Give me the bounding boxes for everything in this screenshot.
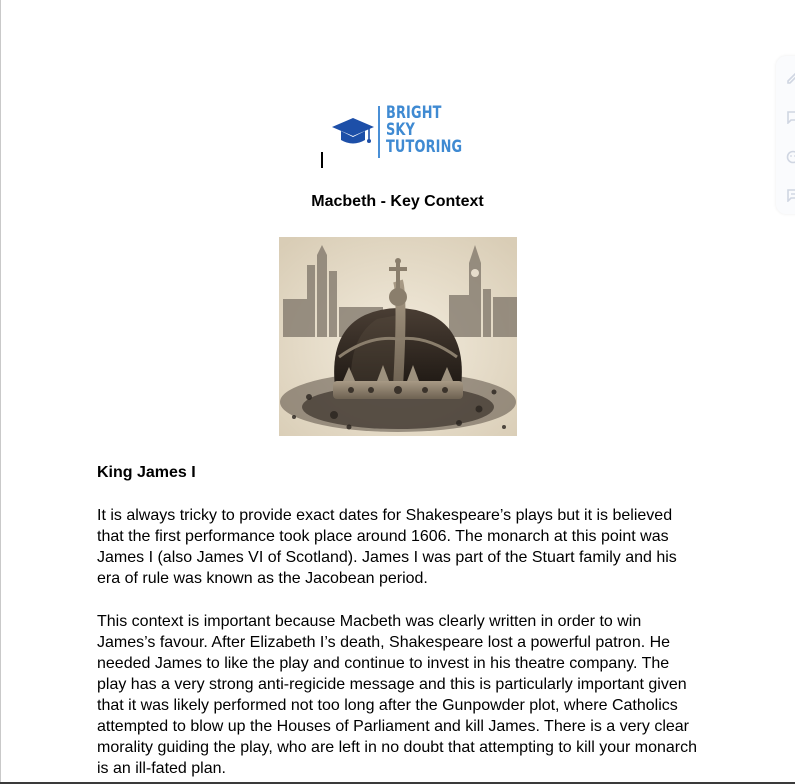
paragraph-line: James I (also James VI of Scotland). James I was part of the Stuart family and his — [97, 549, 677, 566]
paragraph-line: morality guiding the play, who are left in no doubt that attempting to kill your monarch — [97, 739, 698, 756]
crown-illustration — [279, 237, 517, 436]
page-left-edge — [0, 0, 1, 784]
document-title: Macbeth - Key Context — [311, 193, 484, 210]
edit-suggest-icon[interactable] — [786, 70, 795, 84]
logo-divider — [378, 106, 380, 158]
paragraph-line: that it was likely performed not too long after the Gunpowder plot, where Catholics — [97, 697, 678, 714]
section-heading: King James I — [97, 464, 196, 481]
paragraph-line: era of rule was known as the Jacobean period. — [97, 570, 428, 587]
text-cursor — [321, 152, 323, 168]
side-toolbar — [776, 56, 795, 214]
logo-line-3: TUTORING — [386, 137, 463, 156]
paragraph-line: attempted to blow up the Houses of Parliament and kill James. There is a very clear — [97, 718, 689, 735]
bright-sky-tutoring-logo — [331, 103, 471, 161]
paragraph-line: that the first performance took place around 1606. The monarch at this point was — [97, 528, 669, 545]
paragraph-line: is an ill-fated plan. — [97, 760, 226, 777]
logo-line-1: BRIGHT — [386, 103, 442, 122]
paragraph-1 — [97, 505, 717, 589]
paragraph-line: It is always tricky to provide exact dates for Shakespeare’s plays but it is believed — [97, 507, 673, 524]
paragraph-2 — [97, 611, 717, 779]
graduation-cap-icon — [331, 115, 375, 149]
paragraph-line: needed James to like the play and continue to invest in his theatre company. The — [97, 655, 670, 672]
emoji-icon[interactable] — [786, 150, 795, 164]
paragraph-line: This context is important because Macbeth was clearly written in order to win — [97, 613, 642, 630]
logo-wordmark — [386, 104, 462, 155]
paragraph-line: James’s favour. After Elizabeth I’s death, Shakespeare lost a powerful patron. He — [97, 634, 671, 651]
logo-line-2: SKY — [386, 120, 416, 139]
comment-icon[interactable] — [786, 110, 795, 124]
paragraph-line: play has a very strong anti-regicide message and this is particularly important given — [97, 676, 687, 693]
